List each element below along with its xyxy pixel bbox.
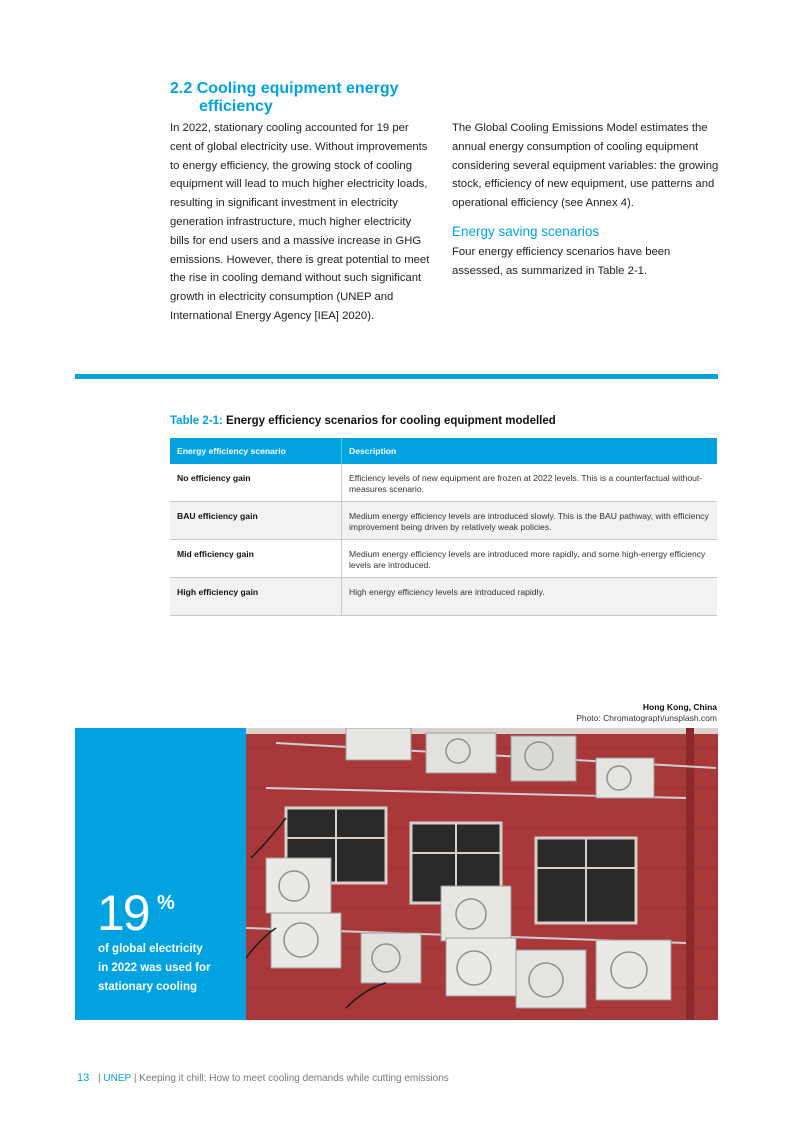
model-paragraph: The Global Cooling Emissions Model estimates the annual energy consumption of cooling equipment considering several equipment variables: the growing stock, efficiency of new equipment, use patterns and operational efficiency (see Annex 4). bbox=[452, 122, 719, 210]
scenario-cell: BAU efficiency gain bbox=[170, 502, 342, 540]
header-description: Description bbox=[342, 438, 718, 464]
photo-location: Hong Kong, China bbox=[642, 702, 717, 712]
description-cell: High energy efficiency levels are introduced rapidly. bbox=[342, 578, 718, 616]
stat-number: 19 bbox=[97, 885, 149, 941]
stat-line3: stationary cooling bbox=[98, 981, 198, 993]
stat-line1: of global electricity bbox=[98, 943, 203, 955]
stat-line2: in 2022 was used for bbox=[98, 962, 211, 974]
stat-description bbox=[98, 940, 238, 997]
footer-org: UNEP bbox=[103, 1073, 132, 1084]
header-scenario: Energy efficiency scenario bbox=[170, 438, 342, 464]
table-row bbox=[170, 578, 717, 616]
table-caption-label: Table 2-1: bbox=[170, 415, 223, 427]
table-row bbox=[170, 464, 717, 502]
scenario-cell: High efficiency gain bbox=[170, 578, 342, 616]
scenario-cell: No efficiency gain bbox=[170, 464, 342, 502]
description-cell: Medium energy efficiency levels are introduced slowly. This is the BAU pathway, with efficiency improvement being driven by relatively weak policies. bbox=[342, 502, 718, 540]
table-row bbox=[170, 540, 717, 578]
building-photo bbox=[246, 728, 718, 1020]
stat-callout bbox=[75, 728, 246, 1020]
table-caption bbox=[170, 415, 556, 427]
intro-paragraph: In 2022, stationary cooling accounted for 19 per cent of global electricity use. Without improvements to energy efficiency, the growing stock of cooling equipment will lead to much higher electricity loads, resulting in significant investment in electricity generation infrastructure, much higher electricity bills for end users and a massive increase in GHG emissions. However, there is great potential to meet the rise in cooling demand without such significant growth in electricity consumption (UNEP and International Energy Agency [IEA] 2020). bbox=[170, 122, 430, 322]
footer-title: Keeping it chill: How to meet cooling demands while cutting emissions bbox=[139, 1073, 449, 1084]
description-cell: Efficiency levels of new equipment are frozen at 2022 levels. This is a counterfactual without-measures scenario. bbox=[342, 464, 718, 502]
footer-separator: | bbox=[98, 1073, 101, 1084]
section-heading bbox=[170, 80, 430, 116]
section-title-line2: efficiency bbox=[199, 98, 273, 115]
footer-separator: | bbox=[133, 1073, 137, 1084]
table-row bbox=[170, 502, 717, 540]
scenarios-table bbox=[170, 438, 717, 616]
scenario-cell: Mid efficiency gain bbox=[170, 540, 342, 578]
section-divider bbox=[75, 374, 718, 379]
page-number: 13 bbox=[77, 1072, 90, 1084]
section-title-line1: Cooling equipment energy bbox=[196, 80, 399, 97]
stat-unit: % bbox=[157, 892, 175, 914]
page-footer bbox=[77, 1072, 449, 1084]
scenarios-paragraph: Four energy efficiency scenarios have been assessed, as summarized in Table 2-1. bbox=[452, 245, 671, 277]
right-column bbox=[452, 119, 720, 281]
building-illustration bbox=[246, 728, 718, 1020]
subheading-energy-saving: Energy saving scenarios bbox=[452, 223, 600, 239]
section-number: 2.2 bbox=[170, 80, 193, 97]
table-caption-text: Energy efficiency scenarios for cooling equipment modelled bbox=[226, 415, 556, 427]
description-cell: Medium energy efficiency levels are introduced more rapidly, and some high-energy efficiency levels are introduced. bbox=[342, 540, 718, 578]
table-header-row bbox=[170, 438, 717, 464]
photo-credit: Photo: Chromatograph/unsplash.com bbox=[576, 713, 717, 723]
left-column bbox=[170, 119, 432, 326]
